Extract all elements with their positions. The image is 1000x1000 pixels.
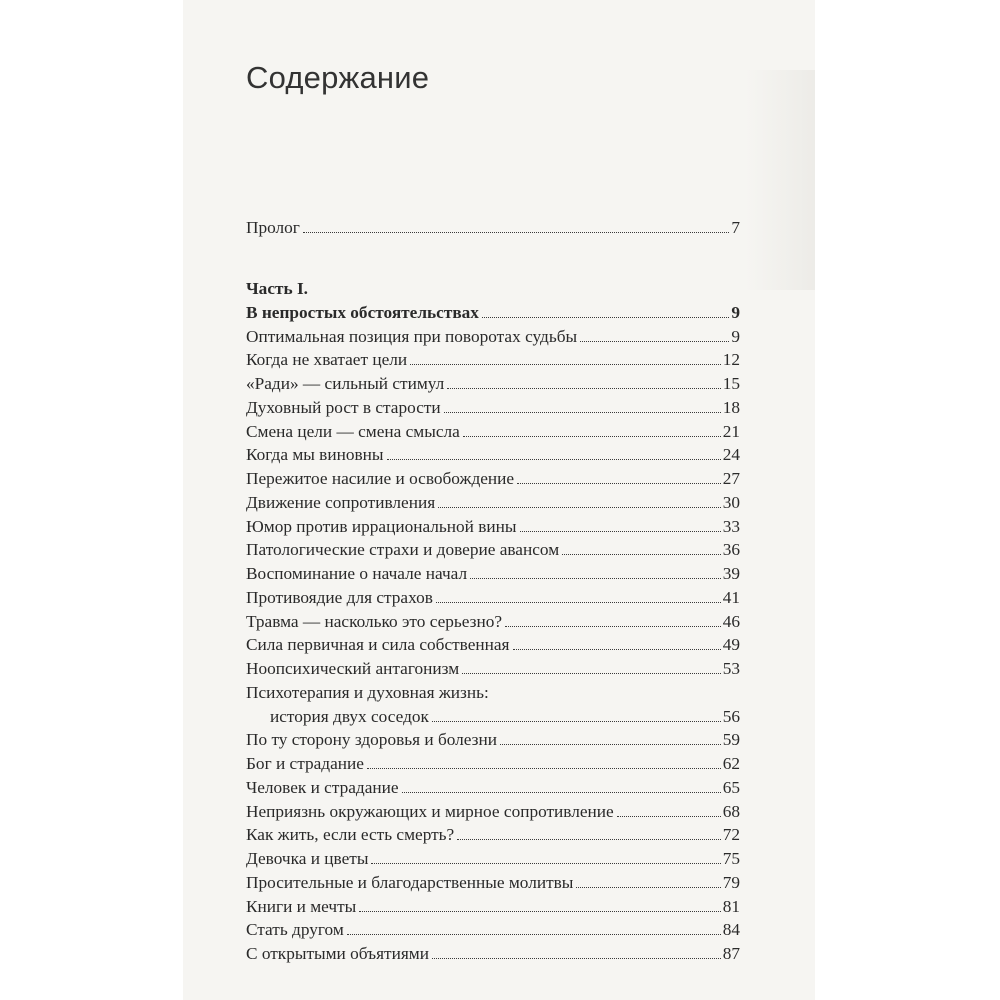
toc-page-number: 9	[731, 326, 740, 346]
dot-leader	[438, 507, 721, 508]
toc-entry	[246, 752, 740, 776]
dot-leader	[463, 436, 721, 437]
toc-entry	[246, 586, 740, 610]
toc-entry	[246, 871, 740, 895]
toc-page-number: 49	[722, 635, 740, 655]
toc-entry	[246, 515, 740, 539]
toc-entry-title: Патологические страхи и доверие авансом	[246, 540, 560, 560]
toc-entry	[246, 681, 740, 705]
toc-entry	[246, 396, 740, 420]
dot-leader	[432, 721, 721, 722]
toc-entry	[246, 538, 740, 562]
dot-leader	[457, 839, 720, 840]
toc-entry	[246, 823, 740, 847]
toc-page-number: 75	[722, 849, 740, 868]
toc-entry-title: Когда не хватает цели	[246, 350, 408, 370]
dot-leader	[462, 673, 721, 674]
toc-entry-title: С открытыми объятиями	[246, 944, 429, 963]
dot-leader	[482, 317, 729, 318]
toc-entry-title: Духовный рост в старости	[246, 397, 441, 417]
toc-entry-title: «Ради» — сильный стимул	[246, 374, 445, 393]
dot-leader	[520, 531, 721, 532]
toc-page-number: 65	[722, 777, 740, 797]
dot-leader	[303, 232, 729, 233]
toc-entry	[246, 301, 740, 325]
toc-entry-title: Движение сопротивления	[246, 492, 436, 512]
toc-entry	[246, 348, 740, 372]
toc-page-number: 72	[722, 825, 740, 845]
toc-entry-title: Психотерапия и духовная жизнь:	[246, 682, 489, 702]
toc-page-number: 18	[722, 397, 740, 417]
toc-entry-title: Просительные и благодарственные молитвы	[246, 872, 574, 892]
toc-entry	[246, 610, 740, 634]
toc-page-number: 36	[722, 540, 740, 560]
toc-entry-title: Книги и мечты	[246, 896, 357, 916]
toc-page-number: 59	[722, 730, 740, 750]
toc-entry	[246, 918, 740, 942]
toc-entry-title: Как жить, если есть смерть?	[246, 825, 455, 845]
dot-leader	[447, 388, 720, 389]
toc-page-number: 62	[722, 754, 740, 773]
toc-page-number: 9	[731, 302, 740, 322]
dot-leader	[580, 341, 729, 342]
dot-leader	[576, 887, 720, 888]
toc-entry	[246, 633, 740, 657]
toc-entry	[246, 372, 740, 396]
page-title: Содержание	[246, 60, 430, 95]
dot-leader	[513, 649, 721, 650]
toc-entry	[246, 325, 740, 349]
toc-entry	[246, 942, 740, 966]
toc-page-number: 84	[722, 920, 740, 940]
dot-leader	[500, 744, 721, 745]
toc-entry-prologue	[246, 214, 740, 242]
table-of-contents	[246, 214, 740, 966]
dot-leader	[359, 911, 720, 912]
toc-page-number: 81	[722, 896, 740, 916]
dot-leader	[367, 768, 721, 769]
toc-entry	[246, 562, 740, 586]
toc-page-number: 7	[731, 218, 740, 237]
toc-entry-title: Смена цели — смена смысла	[246, 421, 460, 441]
part-label: Часть I.	[246, 279, 308, 298]
toc-entry-title: история двух соседок	[270, 706, 429, 726]
toc-entry	[246, 491, 740, 515]
toc-page-number: 46	[722, 611, 740, 631]
toc-entry-title: Оптимальная позиция при поворотах судьбы	[246, 326, 578, 346]
toc-page-number: 68	[722, 801, 740, 821]
toc-entry-title: Девочка и цветы	[246, 849, 369, 868]
toc-page-number: 24	[722, 445, 740, 465]
toc-page-number: 41	[722, 587, 740, 607]
toc-entry	[246, 657, 740, 681]
toc-entry	[246, 467, 740, 491]
toc-entry-title: Противоядие для страхов	[246, 587, 433, 607]
toc-entry-title: По ту сторону здоровья и болезни	[246, 730, 497, 750]
toc-entry	[246, 895, 740, 919]
toc-page-number: 53	[722, 659, 740, 678]
dot-leader	[505, 626, 721, 627]
toc-entry-title: Стать другом	[246, 920, 344, 940]
dot-leader	[347, 934, 721, 935]
toc-page-number: 12	[722, 350, 740, 370]
toc-page-number: 56	[722, 706, 740, 726]
toc-page-number: 15	[722, 374, 740, 393]
dot-leader	[371, 863, 720, 864]
toc-entry-title: Ноопсихический антагонизм	[246, 659, 460, 678]
toc-entry	[246, 705, 740, 729]
toc-page-number: 79	[722, 872, 740, 892]
toc-entry-title: Травма — насколько это серьезно?	[246, 611, 503, 631]
toc-entry-title: Сила первичная и сила собственная	[246, 635, 510, 655]
dot-leader	[562, 554, 721, 555]
part-heading	[246, 277, 740, 301]
toc-entry-title: Неприязнь окружающих и мирное сопротивление	[246, 801, 614, 821]
dot-leader	[387, 459, 721, 460]
toc-entry-title: Бог и страдание	[246, 754, 364, 773]
toc-entry	[246, 847, 740, 871]
toc-page-number: 39	[722, 564, 740, 583]
toc-page-number: 21	[722, 421, 740, 441]
show-through-shadow	[745, 70, 815, 290]
toc-entry-title: В непростых обстоятельствах	[246, 302, 479, 322]
toc-entry	[246, 800, 740, 824]
dot-leader	[617, 816, 721, 817]
toc-entry	[246, 420, 740, 444]
toc-entry-title: Воспоминание о начале начал	[246, 564, 468, 583]
toc-page-number: 27	[722, 469, 740, 488]
dot-leader	[432, 958, 721, 959]
toc-entry-title: Пролог	[246, 218, 300, 237]
toc-entry	[246, 776, 740, 800]
dot-leader	[402, 792, 721, 793]
dot-leader	[410, 364, 721, 365]
toc-page-number: 33	[722, 516, 740, 536]
toc-entry-title: Юмор против иррациональной вины	[246, 516, 517, 536]
toc-entry	[246, 728, 740, 752]
toc-entry-title: Пережитое насилие и освобождение	[246, 469, 515, 488]
toc-entry	[246, 443, 740, 467]
toc-page-number: 30	[722, 492, 740, 512]
toc-entry-title: Когда мы виновны	[246, 445, 384, 465]
toc-page-number: 87	[722, 944, 740, 963]
dot-leader	[436, 602, 721, 603]
dot-leader	[444, 412, 721, 413]
dot-leader	[470, 578, 721, 579]
toc-entry-title: Человек и страдание	[246, 777, 399, 797]
dot-leader	[517, 483, 721, 484]
